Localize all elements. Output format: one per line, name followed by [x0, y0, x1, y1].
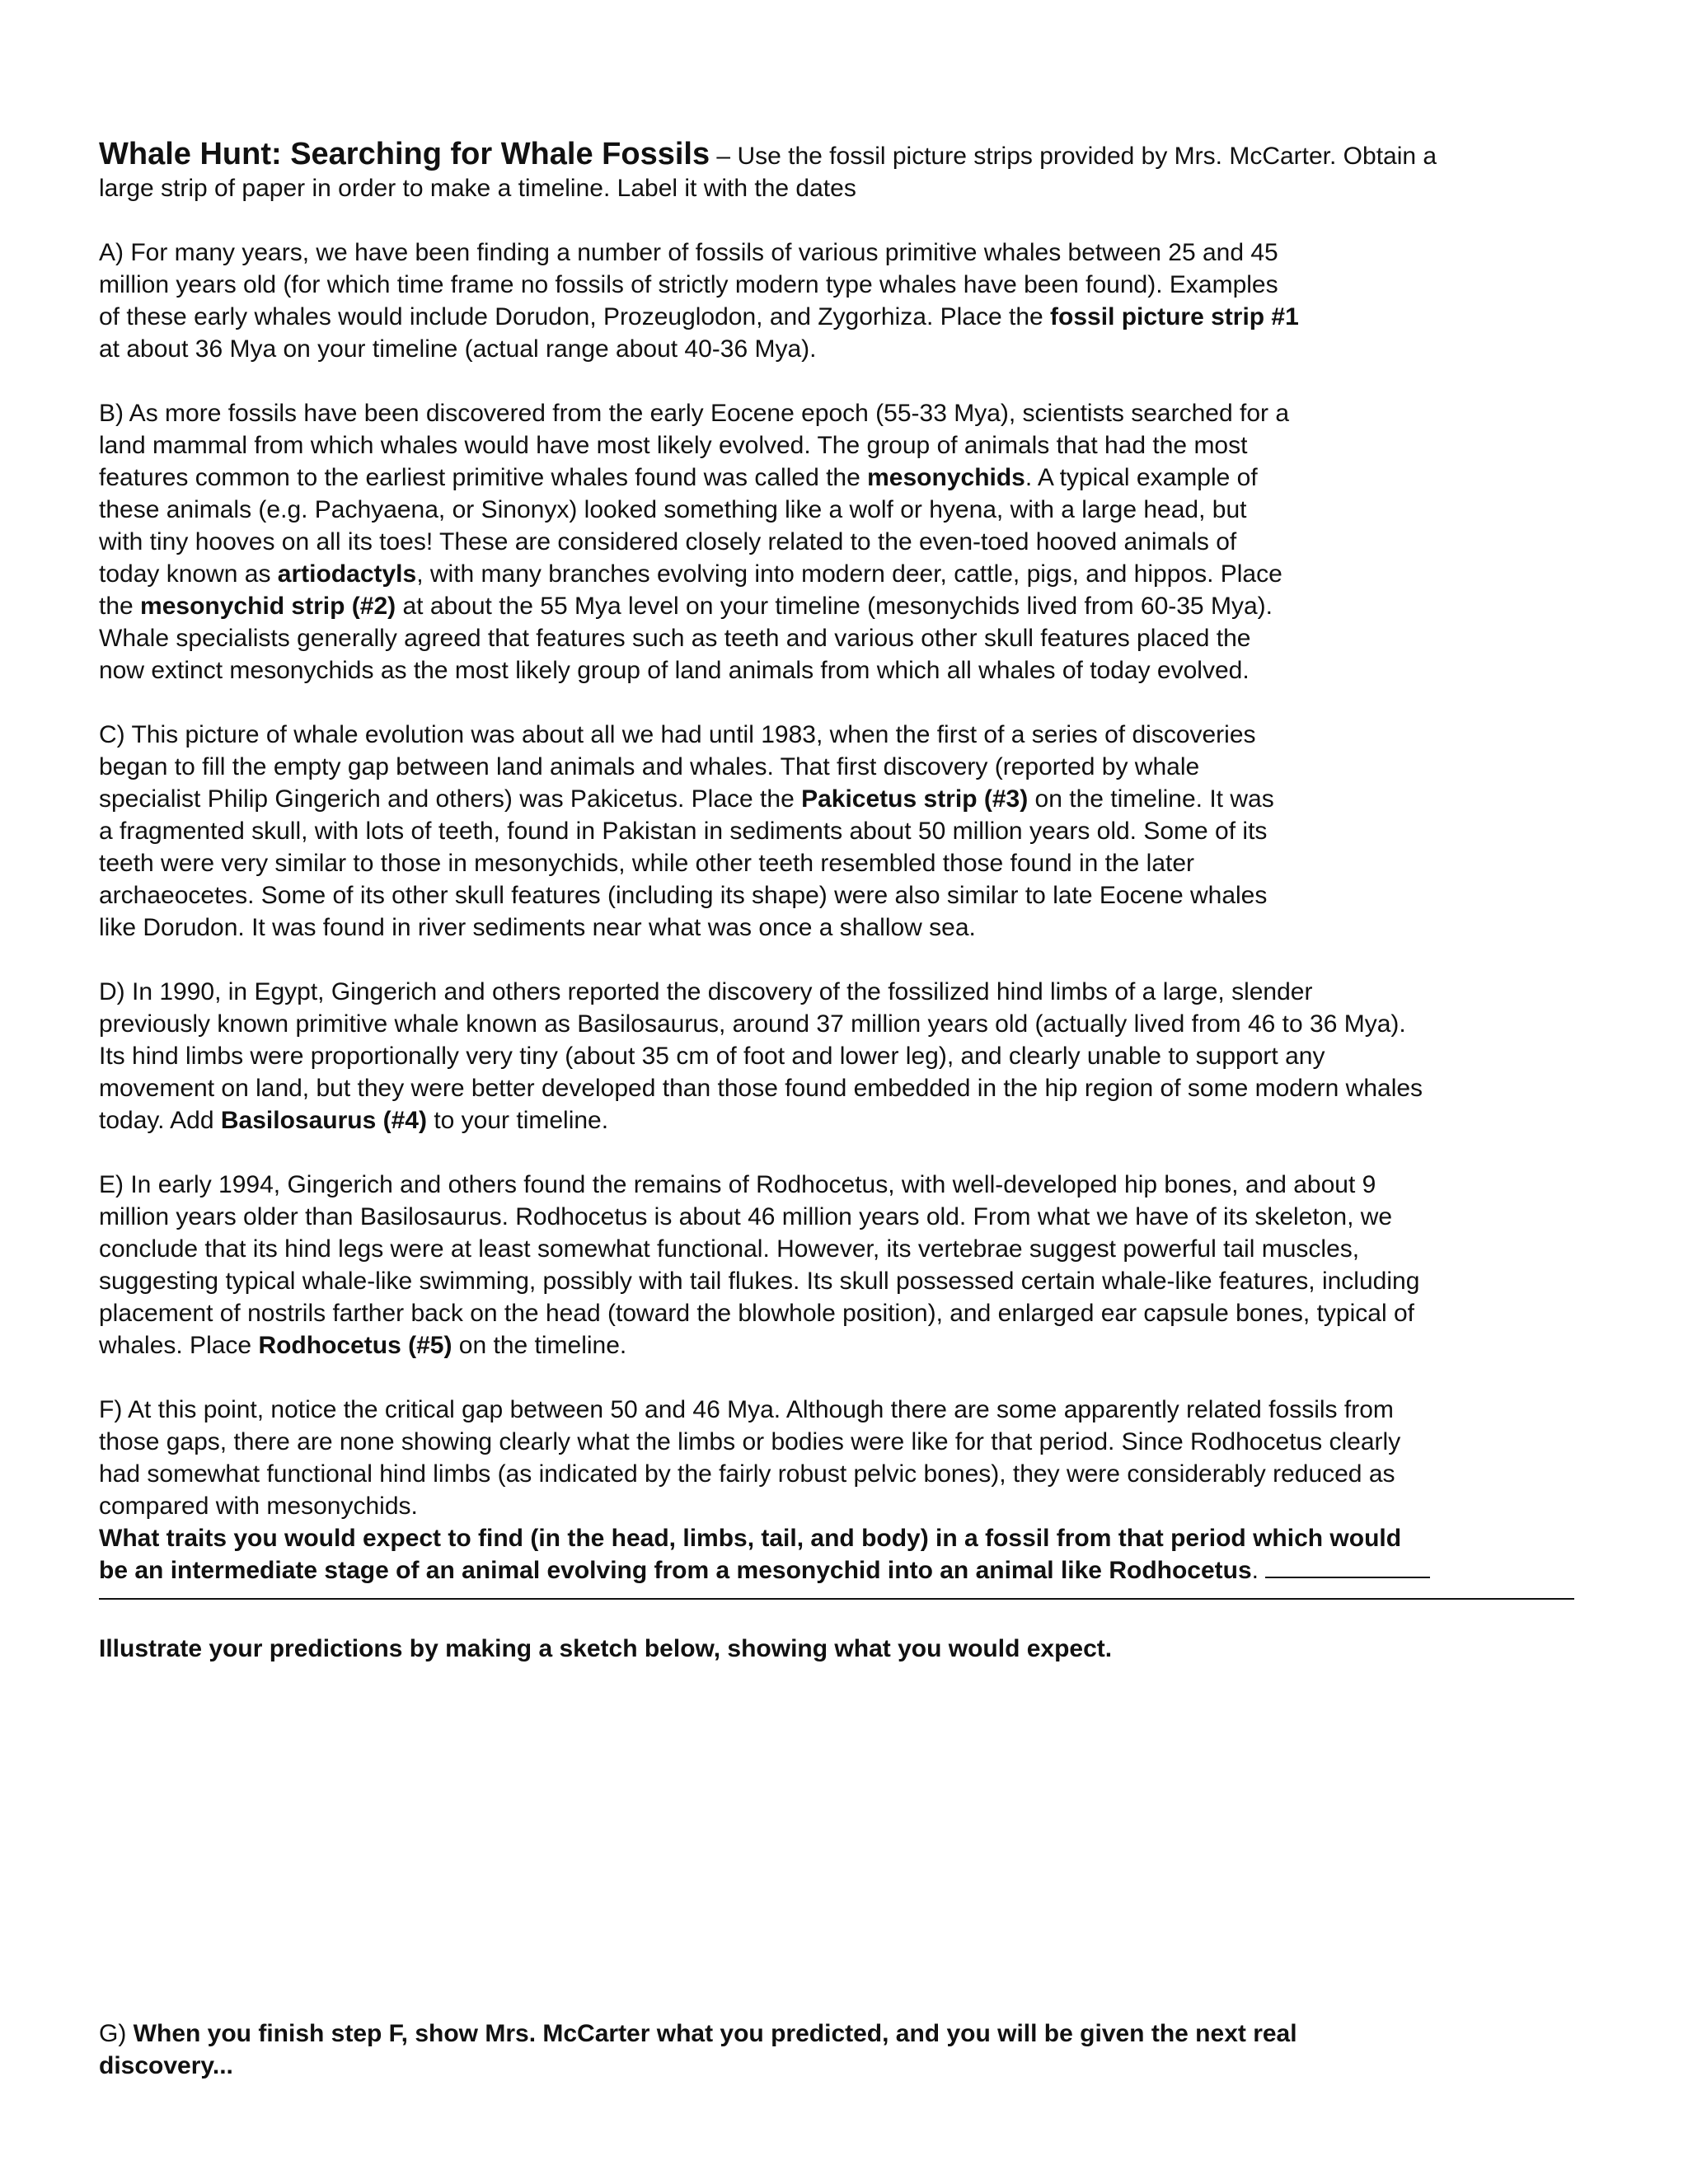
section-c-line: teeth were very similar to those in mesonychids, while other teeth resembled those found in the later — [99, 850, 1195, 877]
section-e — [99, 1169, 1582, 1361]
section-a-line: million years old (for which time frame no fossils of strictly modern type whales have been found). Examples — [99, 271, 1278, 298]
sketch-area[interactable] — [99, 1665, 1582, 1986]
fossil-strip-1-label: fossil picture strip #1 — [1050, 303, 1299, 330]
section-f-line: those gaps, there are none showing clearly what the limbs or bodies were like for that period. Since Rodhocetus clearly — [99, 1428, 1401, 1455]
section-d-line: movement on land, but they were better developed than those found embedded in the hip region of some modern whales — [99, 1075, 1423, 1102]
section-d-line: Its hind limbs were proportionally very tiny (about 35 cm of foot and lower leg), and clearly unable to support any — [99, 1043, 1325, 1070]
prediction-question: be an intermediate stage of an animal evolving from a mesonychid into an animal like Rodhocetus. — [99, 1554, 1582, 1586]
section-c-line: C) This picture of whale evolution was about all we had until 1983, when the first of a series of discoveries — [99, 721, 1256, 748]
section-c-line: specialist Philip Gingerich and others) was Pakicetus. Place the Pakicetus strip (#3) on the timeline. It was — [99, 785, 1274, 813]
mesonychids-term: mesonychids — [867, 464, 1025, 491]
section-b-line: features common to the earliest primitive whales found was called the mesonychids. A typical example of — [99, 464, 1258, 491]
intro-line-2: large strip of paper in order to make a timeline. Label it with the dates — [99, 175, 856, 202]
section-d-line: previously known primitive whale known as Basilosaurus, around 37 million years old (actually lived from 46 to 36 Mya). — [99, 1010, 1406, 1038]
answer-blank[interactable] — [1265, 1560, 1430, 1578]
section-a — [99, 237, 1582, 365]
section-d-line: D) In 1990, in Egypt, Gingerich and others reported the discovery of the fossilized hind limbs of a large, slender — [99, 978, 1313, 1005]
section-b-line: these animals (e.g. Pachyaena, or Sinonyx) looked something like a wolf or hyena, with a large head, but — [99, 496, 1247, 523]
section-b-line: Whale specialists generally agreed that features such as teeth and various other skull features placed the — [99, 625, 1251, 652]
section-e-line: E) In early 1994, Gingerich and others found the remains of Rodhocetus, with well-developed hip bones, and about 9 — [99, 1171, 1376, 1198]
mesonychid-strip-2-label: mesonychid strip (#2) — [140, 593, 396, 620]
section-f — [99, 1394, 1582, 1600]
section-e-line: million years older than Basilosaurus. Rodhocetus is about 46 million years old. From what we have of its skeleton, we — [99, 1203, 1393, 1230]
section-e-line: whales. Place Rodhocetus (#5) on the timeline. — [99, 1332, 627, 1359]
section-g-line: G) When you finish step F, show Mrs. McCarter what you predicted, and you will be given the next real — [99, 2020, 1297, 2047]
section-c-line: archaeocetes. Some of its other skull features (including its shape) were also similar to late Eocene whales — [99, 882, 1268, 909]
section-e-line: placement of nostrils farther back on the head (toward the blowhole position), and enlarged ear capsule bones, typical of — [99, 1300, 1414, 1327]
section-f-line: compared with mesonychids. — [99, 1493, 418, 1520]
section-c — [99, 719, 1582, 944]
basilosaurus-strip-4-label: Basilosaurus (#4) — [220, 1107, 427, 1134]
section-a-line: at about 36 Mya on your timeline (actual range about 40-36 Mya). — [99, 335, 817, 363]
section-a-line: A) For many years, we have been finding a number of fossils of various primitive whales between 25 and 45 — [99, 239, 1278, 266]
rodhocetus-strip-5-label: Rodhocetus (#5) — [258, 1332, 452, 1359]
pakicetus-strip-3-label: Pakicetus strip (#3) — [801, 785, 1029, 813]
section-c-line: like Dorudon. It was found in river sediments near what was once a shallow sea. — [99, 914, 976, 941]
prediction-question: What traits you would expect to find (in the head, limbs, tail, and body) in a fossil from that period which would — [99, 1525, 1402, 1552]
section-b-line: B) As more fossils have been discovered from the early Eocene epoch (55-33 Mya), scientists searched for a — [99, 400, 1290, 427]
section-d-line: today. Add Basilosaurus (#4) to your timeline. — [99, 1107, 609, 1134]
page-title: Whale Hunt: Searching for Whale Fossils — [99, 137, 710, 171]
section-c-line: a fragmented skull, with lots of teeth, found in Pakistan in sediments about 50 million years old. Some of its — [99, 818, 1268, 845]
section-b-line: the mesonychid strip (#2) at about the 55 Mya level on your timeline (mesonychids lived from 60-35 Mya). — [99, 593, 1273, 620]
artiodactyls-term: artiodactyls — [277, 560, 417, 588]
section-c-line: began to fill the empty gap between land animals and whales. That first discovery (reported by whale — [99, 753, 1200, 780]
section-g — [99, 2018, 1582, 2082]
section-f-line: had somewhat functional hind limbs (as indicated by the fairly robust pelvic bones), they were considerably reduced as — [99, 1460, 1395, 1488]
section-b-line: with tiny hooves on all its toes! These are considered closely related to the even-toed hooved animals of — [99, 528, 1237, 555]
section-e-line: conclude that its hind legs were at least somewhat functional. However, its vertebrae suggest powerful tail muscles, — [99, 1235, 1360, 1263]
answer-line[interactable] — [99, 1596, 1574, 1600]
intro-line-1: – Use the fossil picture strips provided by Mrs. McCarter. Obtain a — [710, 143, 1437, 170]
section-b-line: now extinct mesonychids as the most likely group of land animals from which all whales of today evolved. — [99, 657, 1250, 684]
section-f-line: F) At this point, notice the critical gap between 50 and 46 Mya. Although there are some apparently related fossils from — [99, 1396, 1394, 1423]
section-d — [99, 976, 1582, 1137]
section-b — [99, 397, 1582, 687]
worksheet-body — [99, 138, 1582, 1986]
section-b-line: today known as artiodactyls, with many branches evolving into modern deer, cattle, pigs, and hippos. Place — [99, 560, 1282, 588]
illustrate-instruction: Illustrate your predictions by making a sketch below, showing what you would expect. — [99, 1635, 1113, 1662]
section-b-line: land mammal from which whales would have most likely evolved. The group of animals that had the most — [99, 432, 1248, 459]
header-block — [99, 138, 1582, 204]
section-g-line: discovery... — [99, 2052, 233, 2079]
section-a-line: of these early whales would include Dorudon, Prozeuglodon, and Zygorhiza. Place the fossil picture strip #1 — [99, 303, 1299, 330]
section-e-line: suggesting typical whale-like swimming, possibly with tail flukes. Its skull possessed certain whale-like features, including — [99, 1268, 1420, 1295]
